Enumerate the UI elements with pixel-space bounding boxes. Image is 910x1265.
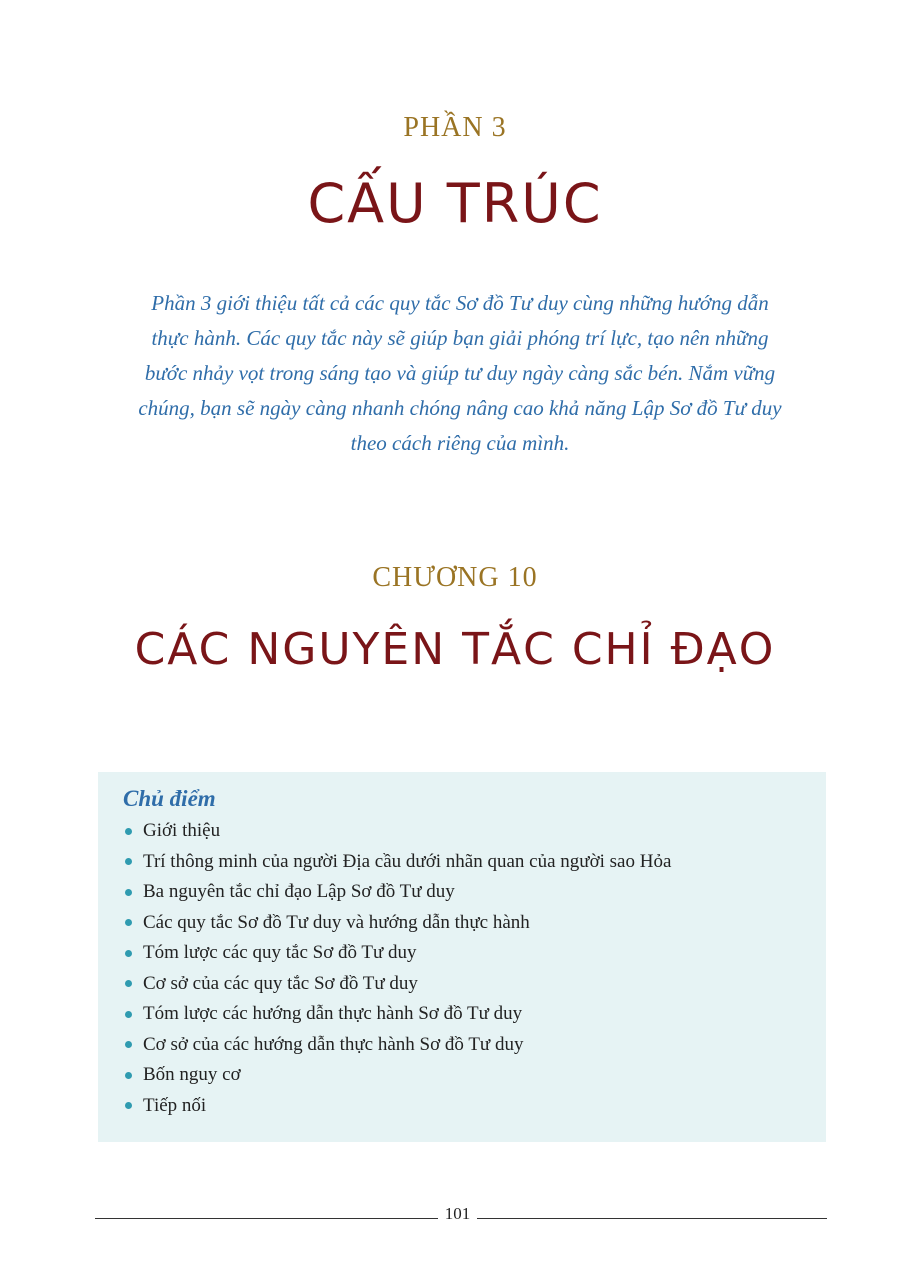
list-item — [123, 908, 826, 939]
chapter-title: CÁC NGUYÊN TẮC CHỈ ĐẠO — [134, 624, 776, 675]
list-item-text: Bốn nguy cơ — [143, 1064, 241, 1086]
footer-rule-right — [477, 1218, 827, 1219]
list-item — [123, 999, 826, 1030]
list-item — [123, 847, 826, 878]
bullet-icon — [125, 1072, 132, 1079]
highlights-title: Chủ điểm — [123, 786, 216, 811]
list-item-text: Tóm lược các quy tắc Sơ đồ Tư duy — [143, 942, 417, 964]
list-item — [123, 816, 826, 847]
highlights-list — [123, 816, 826, 1121]
list-item — [123, 1030, 826, 1061]
list-item-text: Cơ sở của các quy tắc Sơ đồ Tư duy — [143, 972, 418, 994]
intro-line: chúng, bạn sẽ ngày càng nhanh chóng nâng cao khả năng Lập Sơ đồ Tư duy — [138, 396, 782, 420]
bullet-icon — [125, 1041, 132, 1048]
intro-line: bước nhảy vọt trong sáng tạo và giúp tư duy ngày càng sắc bén. Nắm vững — [144, 361, 776, 385]
list-item-text: Ba nguyên tắc chỉ đạo Lập Sơ đồ Tư duy — [143, 881, 455, 903]
bullet-icon — [125, 950, 132, 957]
list-item-text: Các quy tắc Sơ đồ Tư duy và hướng dẫn thực hành — [143, 911, 530, 933]
part-intro — [100, 286, 820, 461]
part-title: CẤU TRÚC — [307, 172, 603, 235]
intro-line: thực hành. Các quy tắc này sẽ giúp bạn giải phóng trí lực, tạo nên những — [151, 326, 769, 350]
chapter-label: CHƯƠNG 10 — [372, 562, 538, 593]
list-item-text: Giới thiệu — [143, 820, 221, 842]
list-item — [123, 969, 826, 1000]
list-item-text: Cơ sở của các hướng dẫn thực hành Sơ đồ Tư duy — [143, 1033, 524, 1055]
list-item — [123, 1091, 826, 1122]
list-item-text: Tóm lược các hướng dẫn thực hành Sơ đồ Tư duy — [143, 1003, 523, 1025]
bullet-icon — [125, 828, 132, 835]
intro-line: theo cách riêng của mình. — [350, 431, 570, 455]
bullet-icon — [125, 980, 132, 987]
bullet-icon — [125, 1011, 132, 1018]
list-item — [123, 1060, 826, 1091]
list-item-text: Tiếp nối — [143, 1094, 207, 1116]
highlights-box — [98, 772, 826, 1142]
part-label: PHẦN 3 — [403, 112, 507, 143]
list-item-text: Trí thông minh của người Địa cầu dưới nhãn quan của người sao Hỏa — [143, 850, 672, 872]
list-item — [123, 938, 826, 969]
bullet-icon — [125, 858, 132, 865]
bullet-icon — [125, 1102, 132, 1109]
bullet-icon — [125, 919, 132, 926]
intro-line: Phần 3 giới thiệu tất cả các quy tắc Sơ đồ Tư duy cùng những hướng dẫn — [151, 291, 769, 315]
page-number: 101 — [444, 1204, 471, 1223]
bullet-icon — [125, 889, 132, 896]
list-item — [123, 877, 826, 908]
footer-rule-left — [95, 1218, 438, 1219]
page-footer — [95, 1204, 827, 1226]
